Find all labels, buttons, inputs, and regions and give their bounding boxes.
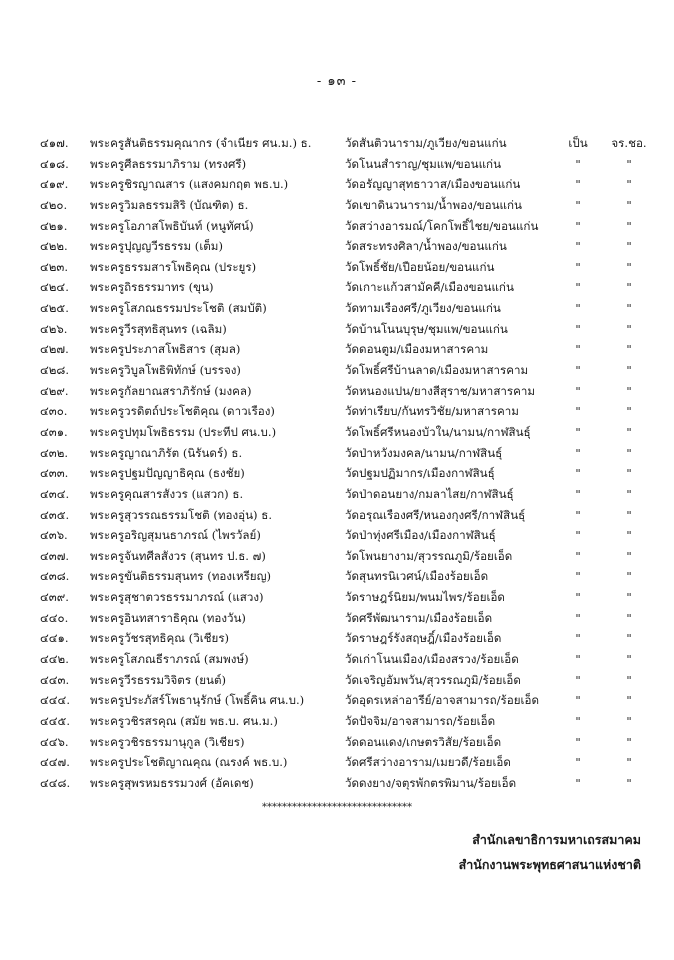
- rank-status: ": [575, 197, 581, 212]
- rank-status: ": [575, 280, 581, 295]
- monk-title: พระครูวชิรสรคุณ (สมัย พธ.บ. ศน.ม.): [90, 713, 278, 728]
- temple-location: วัดเจริญอัมพวัน/สุวรรณภูมิ/ร้อยเอ็ด: [345, 672, 521, 687]
- temple-location: วัดปฐมปฏิมากร/เมืองกาฬสินธุ์: [345, 466, 495, 481]
- item-number: ๔๒๖.: [40, 321, 68, 336]
- item-number: ๔๓๘.: [40, 569, 70, 584]
- temple-location: วัดป่าหวังมงคล/นามน/กาฬสินธุ์: [345, 445, 503, 460]
- temple-location: วัดสันติวนาราม/ภูเวียง/ขอนแก่น: [345, 136, 507, 150]
- item-number: ๔๔๒.: [40, 652, 69, 667]
- monk-title: พระครูถิรธรรมาทร (ขุน): [90, 280, 214, 295]
- item-number: ๔๔๐.: [40, 610, 69, 625]
- temple-location: วัดโนนสำราญ/ชุมแพ/ขอนแก่น: [345, 156, 501, 171]
- item-number: ๔๓๗.: [40, 548, 70, 563]
- temple-location: วัดบ้านโนนบุรุษ/ชุมแพ/ขอนแก่น: [345, 321, 508, 336]
- item-number: ๔๒๒.: [40, 239, 68, 254]
- page-number: - ๑๓ -: [316, 74, 358, 89]
- rank-status: ": [575, 404, 581, 419]
- rank-status: ": [575, 321, 581, 336]
- temple-location: วัดโพธิ์ศรีบ้านลาด/เมืองมหาสารคาม: [345, 363, 529, 378]
- temple-location: วัดเขาดินวนาราม/น้ำพอง/ขอนแก่น: [345, 197, 522, 212]
- monk-title: พระครูกัลยาณสราภิรักษ์ (มงคล): [90, 383, 252, 398]
- item-number: ๔๓๐.: [40, 404, 68, 419]
- monk-title: พระครูประภาสโพธิสาร (สุมล): [90, 342, 241, 357]
- appointment-list: [0, 133, 674, 794]
- item-number: ๔๒๙.: [40, 383, 69, 398]
- position: ": [626, 734, 632, 749]
- list-item: [0, 773, 674, 794]
- position: ": [626, 713, 632, 728]
- list-item: [0, 422, 674, 443]
- monk-title: พระครูอินทสาราธิคุณ (ทองวัน): [90, 610, 246, 625]
- list-item: [0, 628, 674, 649]
- position: ": [626, 301, 632, 316]
- list-item: [0, 401, 674, 422]
- item-number: ๔๓๖.: [40, 528, 68, 543]
- temple-location: วัดสว่างอารมณ์/โคกโพธิ์ไชย/ขอนแก่น: [345, 218, 539, 233]
- item-number: ๔๑๙.: [40, 177, 69, 192]
- monk-title: พระครูวีรสุทธิสุนทร (เฉลิม): [90, 321, 227, 336]
- position: ": [626, 652, 632, 667]
- rank-status: ": [575, 713, 581, 728]
- temple-location: วัดเก่าโนนเมือง/เมืองสรวง/ร้อยเอ็ด: [345, 652, 519, 667]
- rank-status: ": [575, 528, 581, 543]
- position: ": [626, 528, 632, 543]
- rank-status: ": [575, 775, 581, 790]
- item-number: ๔๓๔.: [40, 486, 70, 501]
- rank-status: ": [575, 259, 581, 274]
- list-item: [0, 484, 674, 505]
- temple-location: วัดป่าดอนยาง/กมลาไสย/กาฬสินธุ์: [345, 486, 514, 501]
- rank-status: ": [575, 301, 581, 316]
- rank-status: ": [575, 652, 581, 667]
- position: ": [626, 321, 632, 336]
- item-number: ๔๔๔.: [40, 693, 71, 708]
- temple-location: วัดสุนทรนิเวศน์/เมืองร้อยเอ็ด: [345, 569, 489, 584]
- list-item: [0, 463, 674, 484]
- position: ": [626, 486, 632, 501]
- rank-status: ": [575, 548, 581, 563]
- rank-status: ": [575, 177, 581, 192]
- list-item: [0, 546, 674, 567]
- position: ": [626, 590, 632, 605]
- item-number: ๔๓๙.: [40, 590, 69, 605]
- rank-status: ": [575, 755, 581, 770]
- position: ": [626, 177, 632, 192]
- rank-status: ": [575, 507, 581, 522]
- monk-title: พระครูโอภาสโพธิบันท์ (หนูทัศน์): [90, 218, 254, 233]
- position: ": [626, 383, 632, 398]
- item-number: ๔๒๑.: [40, 218, 68, 233]
- list-item: [0, 649, 674, 670]
- position: จร.ชอ.: [611, 136, 647, 150]
- position: ": [626, 445, 632, 460]
- monk-title: พระครูวีรธรรมวิจิตร (ยนต์): [90, 672, 227, 687]
- footer-office-2: สำนักงานพระพุทธศาสนาแห่งชาติ: [458, 857, 641, 872]
- rank-status: ": [575, 466, 581, 481]
- monk-title: พระครูญาณาภิรัต (นิรันดร์) ธ.: [90, 445, 243, 460]
- position: ": [626, 156, 632, 171]
- temple-location: วัดราษฎร์นิยม/พนมไพร/ร้อยเอ็ด: [345, 590, 505, 605]
- monk-title: พระครูศีลธรรมาภิราม (ทรงศรี): [90, 156, 247, 171]
- position: ": [626, 342, 632, 357]
- rank-status: ": [575, 218, 581, 233]
- item-number: ๔๓๒.: [40, 445, 69, 460]
- temple-location: วัดโพธิ์ศรีหนองบัวใน/นามน/กาฬสินธุ์: [345, 424, 531, 439]
- list-item: [0, 752, 674, 773]
- list-item: [0, 195, 674, 216]
- monk-title: พระครูวิมลธรรมสิริ (บัณฑิต) ธ.: [90, 197, 249, 212]
- list-item: [0, 670, 674, 691]
- rank-status: ": [575, 631, 581, 646]
- footer-office-1: สำนักเลขาธิการมหาเถรสมาคม: [472, 832, 641, 847]
- item-number: ๔๓๕.: [40, 507, 70, 522]
- temple-location: วัดอรุณเรืองศรี/หนองกุงศรี/กาฬสินธุ์: [345, 507, 526, 522]
- rank-status: ": [575, 445, 581, 460]
- monk-title: พระครูปุญญวีรธรรม (เต็ม): [90, 239, 223, 254]
- list-item: [0, 257, 674, 278]
- list-item: [0, 381, 674, 402]
- position: ": [626, 280, 632, 295]
- position: ": [626, 610, 632, 625]
- monk-title: พระครูวชิรธรรมานุกูล (วิเชียร): [90, 734, 245, 749]
- position: ": [626, 631, 632, 646]
- temple-location: วัดท่าเรียบ/กันทรวิชัย/มหาสารคาม: [345, 404, 519, 419]
- monk-title: พระครูสุพรหมธรรมวงศ์ (อัคเดช): [90, 775, 254, 790]
- rank-status: ": [575, 424, 581, 439]
- list-item: [0, 133, 674, 154]
- item-number: ๔๒๔.: [40, 280, 69, 295]
- list-item: [0, 154, 674, 175]
- temple-location: วัดศรีพัฒนาราม/เมืองร้อยเอ็ด: [345, 610, 493, 625]
- monk-title: พระครูโสภณธรรมประโชติ (สมบัติ): [90, 301, 267, 316]
- item-number: ๔๑๗.: [40, 136, 69, 150]
- item-number: ๔๔๕.: [40, 713, 71, 728]
- list-item: [0, 298, 674, 319]
- rank-status: ": [575, 239, 581, 254]
- list-item: [0, 711, 674, 732]
- item-number: ๔๒๐.: [40, 197, 68, 212]
- item-number: ๔๒๓.: [40, 259, 69, 274]
- list-item: [0, 174, 674, 195]
- list-item: [0, 566, 674, 587]
- rank-status: ": [575, 156, 581, 171]
- monk-title: พระครูอริญสุมนธาภรณ์ (ไพรวัลย์): [90, 528, 261, 543]
- list-item: [0, 505, 674, 526]
- rank-status: ": [575, 383, 581, 398]
- monk-title: พระครูสันติธรรมคุณากร (จำเนียร ศน.ม.) ธ.: [90, 136, 312, 150]
- temple-location: วัดดอนแดง/เกษตรวิสัย/ร้อยเอ็ด: [345, 734, 502, 749]
- list-item: [0, 732, 674, 753]
- item-number: ๔๔๓.: [40, 672, 70, 687]
- position: ": [626, 404, 632, 419]
- rank-status: ": [575, 610, 581, 625]
- position: ": [626, 672, 632, 687]
- list-item: [0, 360, 674, 381]
- position: ": [626, 755, 632, 770]
- item-number: ๔๒๕.: [40, 301, 69, 316]
- temple-location: วัดทามเรืองศรี/ภูเวียง/ขอนแก่น: [345, 301, 501, 316]
- item-number: ๔๓๓.: [40, 466, 69, 481]
- position: ": [626, 239, 632, 254]
- temple-location: วัดปัจจิม/อาจสามารถ/ร้อยเอ็ด: [345, 713, 496, 728]
- monk-title: พระครูวัชรสุทธิคุณ (วิเชียร): [90, 631, 230, 646]
- rank-status: ": [575, 363, 581, 378]
- list-item: [0, 443, 674, 464]
- item-number: ๔๒๗.: [40, 342, 69, 357]
- rank-status: ": [575, 672, 581, 687]
- temple-location: วัดอุดรเหล่าอารีย์/อาจสามารถ/ร้อยเอ็ด: [345, 693, 539, 708]
- monk-title: พระครูวิบูลโพธิพิทักษ์ (บรรจง): [90, 363, 241, 378]
- item-number: ๔๓๑.: [40, 424, 68, 439]
- temple-location: วัดป่าทุ่งศรีเมือง/เมืองกาฬสินธุ์: [345, 528, 496, 543]
- item-number: ๔๔๑.: [40, 631, 69, 646]
- list-item: [0, 525, 674, 546]
- list-item: [0, 587, 674, 608]
- monk-title: พระครูชิรญาณสาร (แสงคมกฤต พธ.บ.): [90, 177, 289, 192]
- temple-location: วัดศรีสว่างอาราม/เมยวดี/ร้อยเอ็ด: [345, 755, 511, 770]
- rank-status: ": [575, 590, 581, 605]
- position: ": [626, 775, 632, 790]
- list-item: [0, 339, 674, 360]
- monk-title: พระครูประโชติญาณคุณ (ณรงค์ พธ.บ.): [90, 755, 288, 770]
- item-number: ๔๔๗.: [40, 755, 70, 770]
- item-number: ๔๔๘.: [40, 775, 71, 790]
- monk-title: พระครูปทุมโพธิธรรม (ประทีป ศน.บ.): [90, 424, 277, 439]
- position: ": [626, 218, 632, 233]
- temple-location: วัดอรัญญาสุทธาวาส/เมืองขอนแก่น: [345, 177, 521, 192]
- monk-title: พระครูคุณสารสังวร (แสวก) ธ.: [90, 486, 244, 501]
- monk-title: พระครูวรดิตถ์ประโชติคุณ (ดาวเรือง): [90, 404, 275, 419]
- temple-location: วัดดอนตูม/เมืองมหาสารคาม: [345, 342, 489, 357]
- temple-location: วัดดงยาง/จตุรพักตรพิมาน/ร้อยเอ็ด: [345, 775, 517, 790]
- rank-status: ": [575, 693, 581, 708]
- position: ": [626, 693, 632, 708]
- item-number: ๔๒๘.: [40, 363, 70, 378]
- position: ": [626, 548, 632, 563]
- monk-title: พระครูประภัสร์โพธานุรักษ์ (โพธิ์คิน ศน.บ.): [90, 693, 305, 708]
- list-item: [0, 236, 674, 257]
- temple-location: วัดโพนยางาม/สุวรรณภูมิ/ร้อยเอ็ด: [345, 548, 513, 563]
- rank-status: ": [575, 569, 581, 584]
- monk-title: พระครูโสภณธีราภรณ์ (สมพงษ์): [90, 652, 249, 667]
- rank-status: ": [575, 734, 581, 749]
- temple-location: วัดสระทรงศิลา/น้ำพอง/ขอนแก่น: [345, 239, 507, 254]
- position: ": [626, 363, 632, 378]
- temple-location: วัดเกาะแก้วสามัคคี/เมืองขอนแก่น: [345, 280, 514, 295]
- list-item: [0, 608, 674, 629]
- item-number: ๔๔๖.: [40, 734, 69, 749]
- position: ": [626, 507, 632, 522]
- list-item: [0, 216, 674, 237]
- position: ": [626, 466, 632, 481]
- item-number: ๔๑๘.: [40, 156, 69, 171]
- temple-location: วัดหนองแปน/ยางสีสุราช/มหาสารคาม: [345, 383, 536, 398]
- position: ": [626, 569, 632, 584]
- rank-status: ": [575, 486, 581, 501]
- rank-status: ": [575, 342, 581, 357]
- divider-line: ******************************: [262, 802, 412, 813]
- monk-title: พระครูธรรมสารโพธิคุณ (ประยูร): [90, 259, 257, 274]
- temple-location: วัดโพธิ์ชัย/เปือยน้อย/ขอนแก่น: [345, 259, 495, 274]
- list-item: [0, 319, 674, 340]
- monk-title: พระครูสุชาตวรธรรมาภรณ์ (แสวง): [90, 590, 264, 605]
- rank-status: เป็น: [568, 136, 588, 150]
- monk-title: พระครูขันติธรรมสุนทร (ทองเหรียญ): [90, 569, 272, 584]
- monk-title: พระครูสุวรรณธรรมโชติ (ทองอุ่น) ธ.: [90, 507, 273, 522]
- position: ": [626, 197, 632, 212]
- monk-title: พระครูจันทศีลสังวร (สุนทร ป.ธ. ๗): [90, 548, 266, 563]
- position: ": [626, 259, 632, 274]
- list-item: [0, 690, 674, 711]
- position: ": [626, 424, 632, 439]
- temple-location: วัดราษฎร์รังสฤษฎิ์/เมืองร้อยเอ็ด: [345, 631, 502, 646]
- monk-title: พระครูปฐมปัญญาธิคุณ (ธงชัย): [90, 466, 245, 481]
- list-item: [0, 277, 674, 298]
